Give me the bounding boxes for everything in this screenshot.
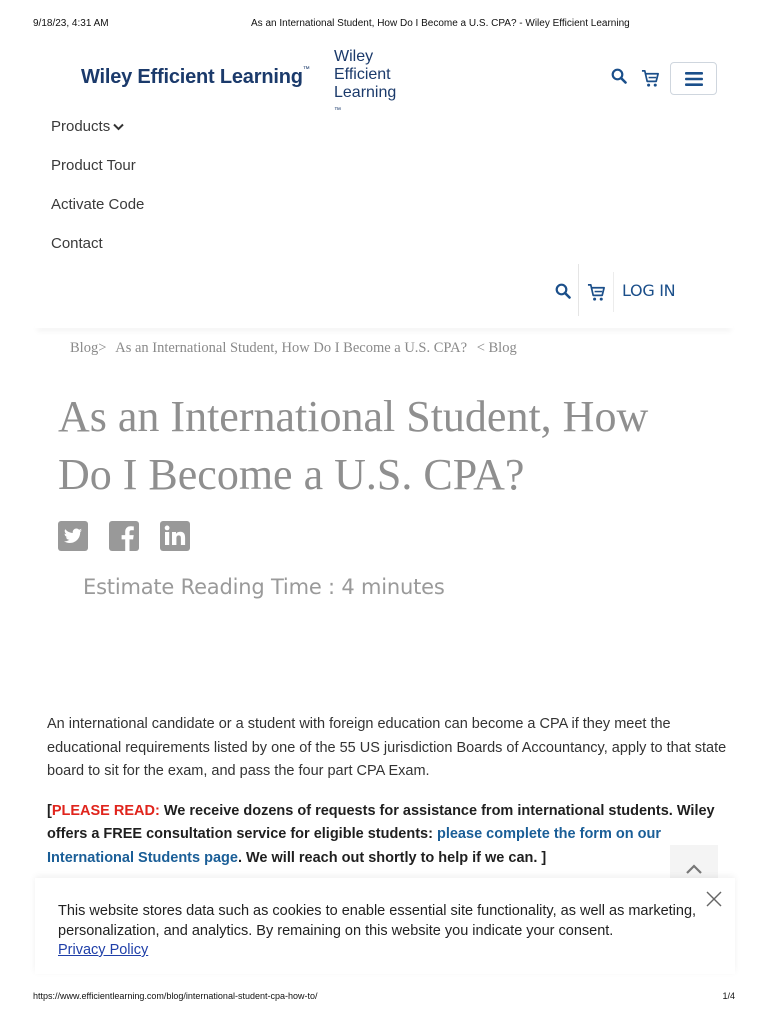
- divider: [613, 272, 614, 312]
- search-icon[interactable]: [609, 66, 629, 86]
- print-footer: [33, 991, 735, 1003]
- login-link[interactable]: LOG IN: [622, 281, 676, 300]
- article-notice: [PLEASE READ: We receive dozens of requests for assistance from international students. Wiley offers a FREE consultation service for eligible students: please complete the form on our International Students page. We will reach out shortly to help if we can. ]: [47, 802, 715, 866]
- page-title: As an International Student, How Do I Become a U.S. CPA?: [58, 392, 649, 499]
- print-datetime: 9/18/23, 4:31 AM: [33, 18, 109, 29]
- header-shadow: [35, 322, 733, 328]
- nav-item-contact[interactable]: Contact: [51, 235, 103, 252]
- header-actions: [606, 62, 726, 96]
- nav-item-products[interactable]: Products: [51, 117, 144, 156]
- article-paragraph: An international candidate or a student with foreign education can become a CPA if they meet the educational requirements listed by one of the 55 US jurisdiction Boards of Accountancy, apply to that state board to sit for the exam, and pass the four part CPA Exam.: [47, 716, 727, 779]
- facebook-icon[interactable]: [109, 521, 139, 551]
- chevron-up-icon: [685, 864, 703, 875]
- nav-item-activate-code[interactable]: Activate Code: [51, 196, 145, 213]
- article-body: [47, 713, 727, 886]
- login-bar: [552, 278, 682, 314]
- print-header: [33, 18, 735, 32]
- menu-button[interactable]: [670, 62, 717, 95]
- logo-stacked-mark: Wiley Efficient Learning ™: [334, 48, 397, 114]
- cart-icon[interactable]: [585, 281, 607, 303]
- twitter-icon[interactable]: [58, 521, 88, 551]
- breadcrumb-back-to-blog[interactable]: < Blog: [476, 340, 517, 356]
- reading-time: Estimate Reading Time : 4 minutes: [83, 575, 445, 599]
- search-icon[interactable]: [552, 280, 574, 302]
- international-students-link[interactable]: please complete the form on our International Students page: [47, 826, 661, 866]
- breadcrumb-blog[interactable]: Blog>: [70, 340, 107, 356]
- breadcrumb: [70, 340, 523, 357]
- cart-icon[interactable]: [639, 67, 661, 89]
- print-url: https://www.efficientlearning.com/blog/international-student-cpa-how-to/: [33, 991, 318, 1001]
- cookie-text: This website stores data such as cookies to enable essential site functionality, as well as marketing, personalization, and analytics. By remaining on this website you indicate your consent. Privacy Policy: [58, 902, 718, 961]
- logo-wordmark: Wiley Efficient Learning™: [81, 66, 310, 88]
- please-read-label: PLEASE READ:: [51, 802, 160, 819]
- main-nav: [51, 117, 144, 273]
- close-icon[interactable]: [705, 890, 723, 908]
- menu-icon: [685, 71, 703, 87]
- cookie-banner: [35, 878, 735, 974]
- privacy-policy-link[interactable]: Privacy Policy: [58, 942, 149, 958]
- nav-item-product-tour[interactable]: Product Tour: [51, 157, 136, 174]
- linkedin-icon[interactable]: [160, 521, 190, 551]
- print-title: As an International Student, How Do I Become a U.S. CPA? - Wiley Efficient Learning: [251, 18, 630, 29]
- divider: [578, 264, 579, 316]
- breadcrumb-current: As an International Student, How Do I Become a U.S. CPA?: [115, 340, 468, 356]
- chevron-down-icon: [113, 117, 124, 137]
- print-page-number: 1/4: [722, 991, 735, 1001]
